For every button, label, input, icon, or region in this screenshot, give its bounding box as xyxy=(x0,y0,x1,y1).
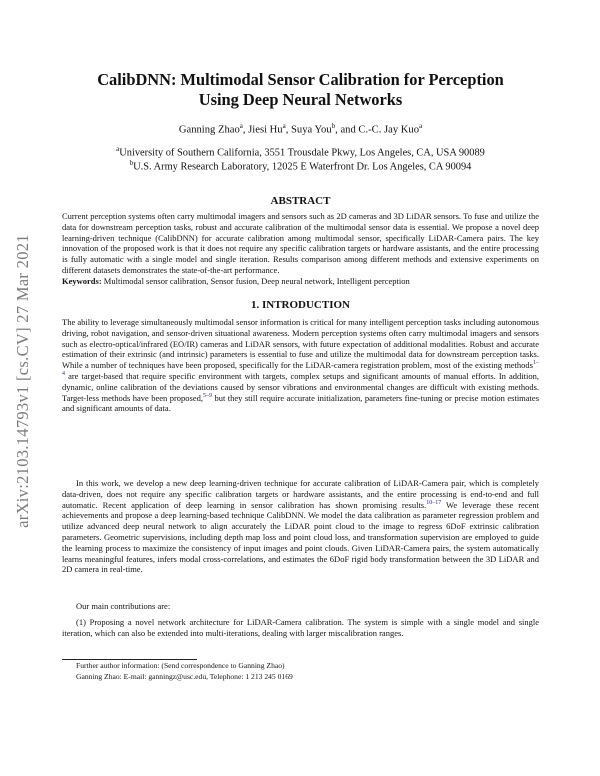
footnote-correspondence: Further author information: (Send correspondence to Ganning Zhao) xyxy=(76,661,285,670)
abstract-text: Current perception systems often carry multimodal imagers and sensors such as 2D cameras and 3D LiDAR sensors. To fuse and utilize the data for downstream perception tasks, robust and accurate calibration of the multimodal sensor data is essential. We propose a novel deep learning-driven technique (CalibDNN) for accurate calibration among multimodal sensor, specifically LiDAR-Camera pairs. The key innovation of the proposed work is that it does not require any specific calibration targets or hardware assistants, and the entire processing is fully automatic with a single model and single iteration. Results comparison among different methods and extensive experiments on different datasets demonstrates the state-of-the-art performance. xyxy=(62,211,539,275)
footnote-contact: Ganning Zhao: E-mail: ganningz@usc.edu, Telephone: 1 213 245 0169 xyxy=(76,672,293,681)
intro-p1-text: The ability to leverage simultaneously multimodal sensor information is critical for many intelligent perception tasks including autonomous driving, robot navigation, and sensor-driven situational awareness. Modern perception systems often carry multimodal imagers and sensors such as electro-optical/infrared (EO/IR) cameras and LiDAR sensors, with future expectation of additional modalities. Robust and accurate estimation of their extrinsic (and intrinsic) parameters is essential to fuse and utilize the multimodal data for downstream perception tasks. While a number of techniques have been proposed, specifically for the LiDAR-camera registration problem, most of the existing methods xyxy=(62,317,539,371)
author-name: Suya You xyxy=(291,124,332,136)
author-name: Jiesi Hu xyxy=(248,124,283,136)
keywords xyxy=(62,276,539,287)
affiliation-b xyxy=(62,159,539,172)
intro-paragraph-1 xyxy=(62,317,539,414)
citation-link[interactable]: 1–4 xyxy=(62,360,539,378)
citation-link[interactable]: 5–9 xyxy=(203,392,212,399)
title-line-2: Using Deep Neural Networks xyxy=(198,90,403,109)
keywords-text: Multimodal sensor calibration, Sensor fusion, Deep neural network, Intelligent perception xyxy=(103,276,410,286)
paper-title xyxy=(62,70,539,110)
keywords-label: Keywords: xyxy=(62,276,102,286)
intro-p1-text: are target-based that require specific environment with targets, complex setups and significant amounts of manual efforts. In addition, dynamic, online calibration of the deviations caused by sensor vibrations and environmental changes are difficult with existing methods. Target-less methods have been proposed, xyxy=(62,370,539,403)
title-line-1: CalibDNN: Multimodal Sensor Calibration for Perception xyxy=(97,70,504,89)
intro-p1-text: but they still require accurate initialization, parameters fine-tuning or precise motion estimates and significant amounts of data. xyxy=(62,392,540,414)
intro-p2-text: In this work, we develop a new deep learning-driven technique for accurate calibration of LiDAR-Camera pair, which is completely data-driven, does not require any specific calibration targets or hardware assistants, and the entire processing is end-to-end and full automatic. Recent application of deep learning in sensor calibration has shown promising results. xyxy=(62,478,539,510)
author-affiliation-mark: b xyxy=(331,122,336,130)
author-affiliation-mark: a xyxy=(239,122,243,130)
author-name: Ganning Zhao xyxy=(178,124,240,136)
citation-link[interactable]: 10–17 xyxy=(426,499,442,506)
author-name: C.-C. Jay Kuo xyxy=(358,124,420,136)
arxiv-stamp-text: arXiv:2103.14793v1 [cs.CV] 27 Mar 2021 xyxy=(13,233,33,528)
author-list: Ganning Zhao$^a$, Jiesi Hu$^a$, Suya You$^b$, and C.-C. Jay Kuo$^a$ xyxy=(178,122,423,136)
intro-paragraph-2 xyxy=(62,478,539,575)
affiliation-text: University of Southern California, 3551 Trousdale Pkwy, Los Angeles, CA, USA 90089 xyxy=(119,147,485,159)
author-affiliation-mark: a xyxy=(419,122,423,130)
affiliation-mark: a xyxy=(116,145,120,153)
affiliation-text: U.S. Army Research Laboratory, 12025 E Waterfront Dr. Los Angeles, CA 90094 xyxy=(133,161,472,173)
footnote-rule xyxy=(62,659,197,660)
affiliation-mark: b xyxy=(129,159,134,167)
abstract-heading: ABSTRACT xyxy=(270,195,331,207)
contributions-intro: Our main contributions are: xyxy=(76,601,171,611)
arxiv-stamp xyxy=(13,193,33,568)
author-affiliation-mark: a xyxy=(282,122,286,130)
contribution-1: (1) Proposing a novel network architecture for LiDAR-Camera calibration. The system is simple with a single model and single iteration, which can also be extended into multi-iterations, dealing with larger miscalibration ranges. xyxy=(62,617,539,638)
intro-p2-text: We leverage these recent achievements and propose a deep learning-based technique CalibDNN. We model the data calibration as parameter regression problem and utilize advanced deep neural network to align accurately the LiDAR point cloud to the image to regress 6DoF extrinsic calibration parameters. Geometric supervisions, including depth map loss and point cloud loss, and transformation supervision are employed to guide the learning process to maximize the consistency of input images and point clouds. Given LiDAR-Camera pairs, the system automatically learns meaningful features, infers modal cross-correlations, and estimates the 6DoF rigid body transformation between the 3D LiDAR and 2D camera in real-time. xyxy=(62,499,539,575)
affiliation-a xyxy=(62,145,539,158)
section-heading-introduction: 1. INTRODUCTION xyxy=(250,299,350,311)
